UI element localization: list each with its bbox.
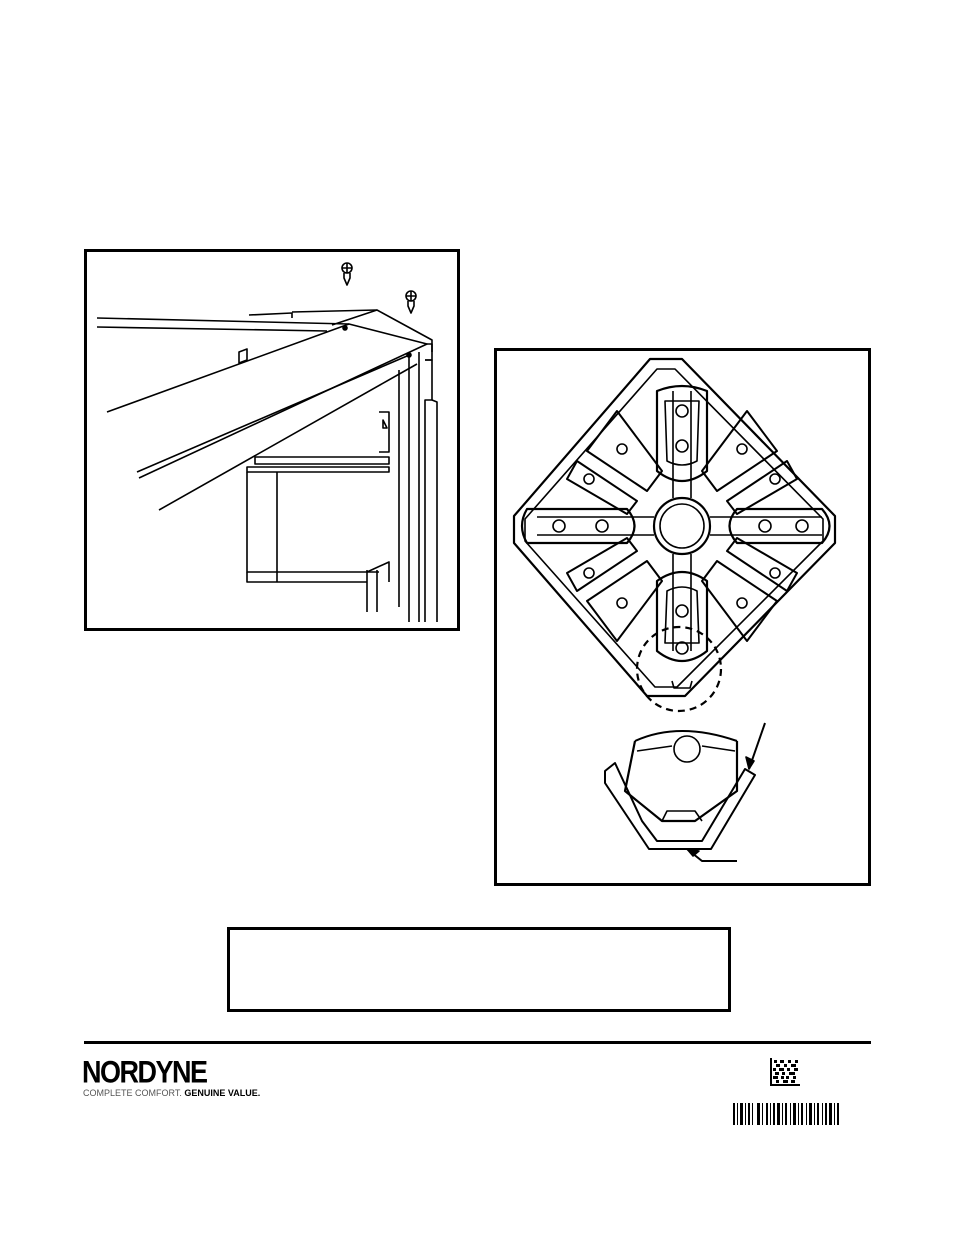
drain-pan-illustration: [497, 351, 868, 883]
nordyne-logo: NORDYNE: [82, 1054, 207, 1090]
cabinet-top-figure: [84, 249, 460, 631]
screw-icon: [342, 263, 352, 285]
cabinet-top-illustration: [87, 252, 457, 628]
notice-box: [227, 927, 731, 1012]
tagline-light: COMPLETE COMFORT.: [83, 1088, 182, 1098]
brand-tagline: [83, 1088, 260, 1098]
drain-pan-figure: [494, 348, 871, 886]
footer-divider: [84, 1041, 871, 1044]
barcode-icon: [733, 1103, 839, 1125]
datamatrix-code-icon: [770, 1058, 800, 1086]
screw-icon: [406, 291, 416, 313]
tagline-strong: GENUINE VALUE.: [184, 1088, 261, 1098]
